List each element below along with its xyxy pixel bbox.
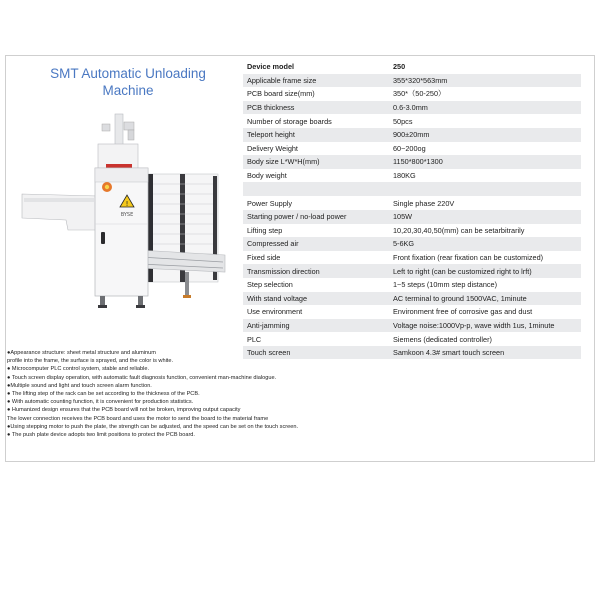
feature-line: ● The push plate device adopts two limit positions to protect the PCB board.: [7, 432, 195, 439]
spec-row: [243, 251, 581, 265]
spec-label: Teleport height: [243, 128, 389, 142]
spec-label: Transmission direction: [243, 264, 389, 278]
spec-value: 10,20,30,40,50(mm) can be setarbitrarily: [393, 225, 525, 235]
feature-line: ●Using stepping motor to push the plate, the strength can be adjusted, and the speed can be set on the touch screen.: [7, 423, 299, 430]
feature-line: profile into the frame, the surface is sprayed, and the color is white.: [7, 358, 174, 365]
title-line-2: Machine: [102, 83, 154, 98]
spec-value: 900±20mm: [389, 128, 581, 142]
spec-row: [243, 224, 581, 238]
feature-line: ● The lifting step of the rack can be set according to the thickness of the PCB.: [7, 391, 200, 398]
spec-value: 5-6KG: [389, 237, 581, 251]
spec-row: [243, 169, 581, 183]
spec-label: Delivery Weight: [247, 143, 298, 153]
spec-value: Single phase 220V: [393, 198, 455, 208]
spec-row: [243, 196, 581, 210]
spec-value: Samkoon 4.3# smart touch screen: [389, 346, 581, 360]
spec-label: Body weight: [247, 171, 287, 181]
spec-label: Number of storage boards: [247, 116, 332, 126]
spec-value: 250: [393, 62, 406, 72]
spec-row: [243, 264, 581, 278]
spec-row: [243, 237, 581, 251]
spec-label: Step selection: [247, 280, 293, 290]
machine-photo: [20, 112, 235, 334]
spec-label: Touch screen: [243, 346, 389, 360]
spec-row: [243, 182, 581, 196]
spec-value: Environment free of corrosive gas and dust: [393, 307, 533, 317]
spec-value: Voltage noise:1000Vp-p, wave width 1us, 1minute: [389, 319, 581, 333]
spec-label: Starting power / no-load power: [243, 210, 389, 224]
spec-value: Front fixation (rear fixation can be customized): [393, 253, 544, 263]
feature-line: The lower connection receives the PCB board and uses the motor to send the board to the material frame: [7, 415, 269, 422]
spec-row: [243, 101, 581, 115]
spec-value: 50pcs: [393, 116, 413, 126]
spec-row: [243, 87, 581, 101]
spec-label: PLC: [247, 334, 262, 344]
spec-value: 355*320*563mm: [389, 74, 581, 88]
spec-value: Siemens (dedicated controller): [393, 334, 492, 344]
spec-row: [243, 142, 581, 156]
spec-value: 180KG: [393, 171, 416, 181]
feature-line: ● Microcomputer PLC control system, stable and reliable.: [7, 366, 150, 373]
machine-label: BYSE: [120, 212, 134, 218]
spec-header-row: [243, 60, 581, 74]
spec-value: 60~200og: [393, 143, 426, 153]
spec-value: 0.6-3.0mm: [389, 101, 581, 115]
spec-label: With stand voltage: [243, 292, 389, 306]
spec-row: [243, 292, 581, 306]
spec-label: Lifting step: [247, 225, 283, 235]
spec-value: 1150*800*1300: [389, 155, 581, 169]
spec-row: [243, 319, 581, 333]
spec-table: [243, 60, 581, 359]
spec-label: PCB board size(mm): [247, 89, 315, 99]
page-title: [28, 65, 228, 99]
spec-row: [243, 155, 581, 169]
spec-label: Fixed side: [247, 253, 281, 263]
spec-row: [243, 74, 581, 88]
feature-line: ● Touch screen display operation, with automatic fault diagnosis function, convenient man-machine dialogue.: [7, 374, 277, 381]
feature-line: ● With automatic counting function, it is convenient for production statistics.: [7, 399, 194, 406]
title-line-1: SMT Automatic Unloading: [50, 66, 206, 81]
spec-label: Applicable frame size: [243, 74, 389, 88]
spec-label: [243, 182, 389, 196]
spec-label: Body size L*W*H(mm): [243, 155, 389, 169]
feature-list: [7, 349, 592, 439]
spec-row: [243, 332, 581, 346]
spec-row: [243, 114, 581, 128]
svg-text:!: !: [125, 200, 129, 208]
spec-row: [243, 128, 581, 142]
feature-line: ●Multiple sound and light and touch screen alarm function.: [7, 382, 152, 389]
spec-row: [243, 278, 581, 292]
feature-line: ● Humanized design ensures that the PCB board will not be broken, improving output capacity: [7, 407, 241, 414]
spec-label: Power Supply: [247, 198, 293, 208]
spec-value: 105W: [389, 210, 581, 224]
spec-value: 1~5 steps (10mm step distance): [393, 280, 498, 290]
spec-label: Device model: [247, 62, 295, 72]
spec-value: Left to right (can be customized right to lrft): [389, 264, 581, 278]
spec-label: Compressed air: [243, 237, 389, 251]
spec-label: PCB thickness: [243, 101, 389, 115]
spec-row: [243, 210, 581, 224]
spec-label: Anti-jamming: [243, 319, 389, 333]
spec-value: AC terminal to ground 1500VAC, 1minute: [389, 292, 581, 306]
feature-line: ●Appearance structure: sheet metal structure and aluminum: [7, 350, 156, 356]
spec-label: Use environment: [247, 307, 303, 317]
spec-value: [389, 182, 581, 196]
spec-row: [243, 305, 581, 319]
spec-value: 350*（50-250）: [393, 88, 446, 98]
